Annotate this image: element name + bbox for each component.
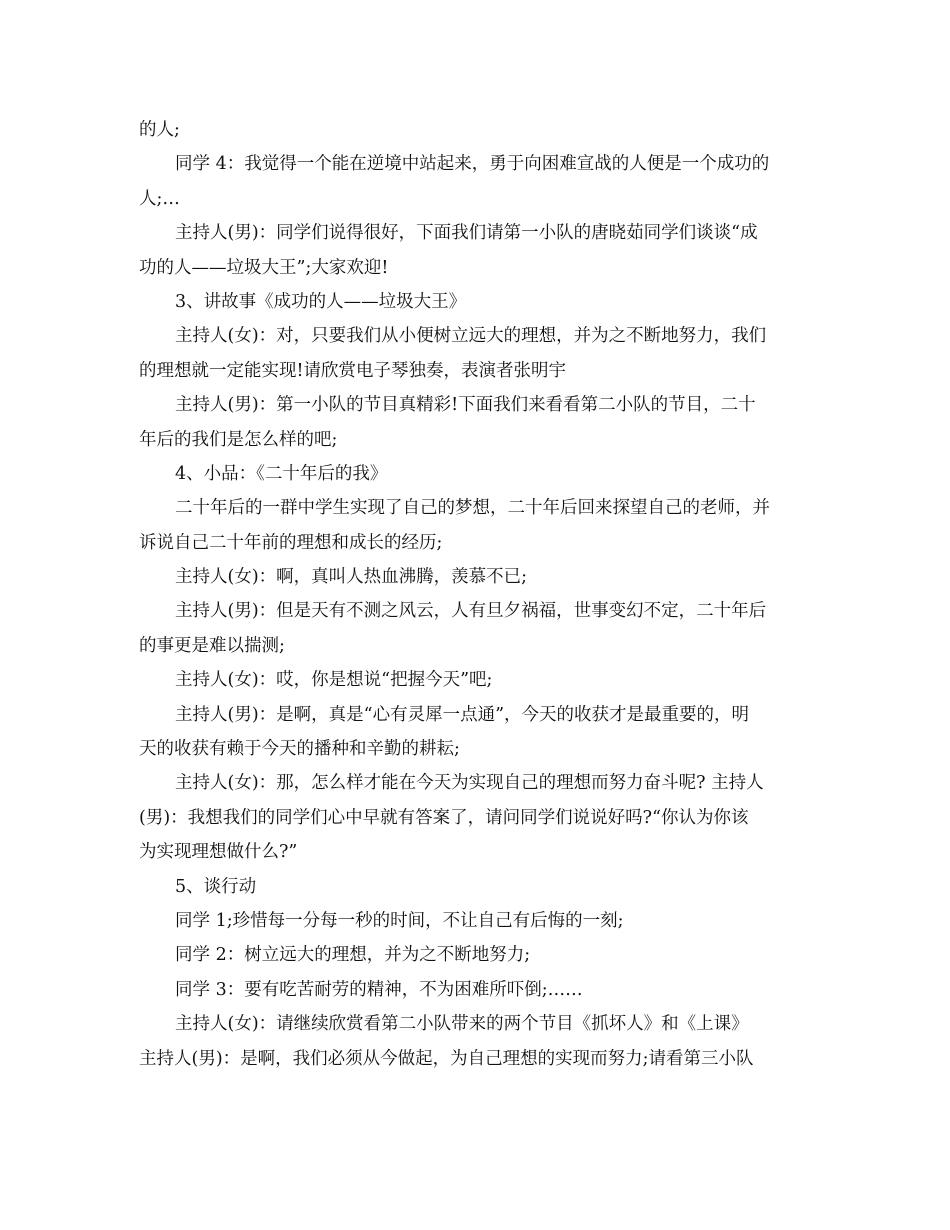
text-line-8: 的理想就一定能实现!请欣赏电子琴独奏，表演者张明宇: [139, 360, 567, 381]
text-line-15: 主持人(男)：但是天有不测之风云，人有旦夕祸福，世事变幻不定，二十年后: [175, 601, 767, 622]
text-line-3: 人;…: [139, 188, 180, 209]
section-heading-4: 4、小品：《二十年后的我》: [175, 463, 388, 484]
text-line-5: 功的人——垃圾大王”;大家欢迎!: [139, 257, 389, 278]
text-line-13: 诉说自己二十年前的理想和成长的经历;: [139, 532, 443, 553]
text-line-2: 同学 4：我觉得一个能在逆境中站起来，勇于向困难宣战的人便是一个成功的: [175, 154, 770, 175]
text-line-25: 同学 2：树立远大的理想，并为之不断地努力;: [175, 945, 531, 966]
text-line-22: 为实现理想做什么?”: [139, 842, 298, 863]
text-line-4: 主持人(男)：同学们说得很好，下面我们请第一小队的唐晓茹同学们谈谈“成: [175, 223, 758, 244]
text-line-24: 同学 1;珍惜每一分每一秒的时间，不让自己有后悔的一刻;: [175, 910, 624, 931]
text-line-7: 主持人(女)：对，只要我们从小便树立远大的理想，并为之不断地努力，我们: [175, 326, 767, 347]
text-line-19: 天的收获有赖于今天的播种和辛勤的耕耘;: [139, 739, 460, 760]
text-line-28: 主持人(男)：是啊，我们必须从今做起，为自己理想的实现而努力;请看第三小队: [139, 1048, 754, 1069]
text-line-26: 同学 3：要有吃苦耐劳的精神，不为困难所吓倒;……: [175, 979, 583, 1000]
text-line-14: 主持人(女)：啊，真叫人热血沸腾，羡慕不已;: [175, 567, 528, 588]
document-body: [139, 113, 813, 1076]
text-line-12: 二十年后的一群中学生实现了自己的梦想，二十年后回来探望自己的老师，并: [175, 498, 770, 519]
text-line-21: (男)：我想我们的同学们心中早就有答案了，请问同学们说说好吗?“你认为你该: [139, 807, 749, 828]
section-heading-5: 5、谈行动: [175, 876, 257, 897]
text-line-17: 主持人(女)：哎，你是想说“把握今天”吧;: [175, 670, 493, 691]
text-line-10: 年后的我们是怎么样的吧;: [139, 429, 338, 450]
text-line-27: 主持人(女)：请继续欣赏看第二小队带来的两个节目《抓坏人》和《上课》: [175, 1014, 749, 1035]
text-line-1: 的人;: [139, 120, 180, 140]
section-heading-3: 3、讲故事《成功的人——垃圾大王》: [175, 291, 467, 312]
text-line-16: 的事更是难以揣测;: [139, 635, 285, 656]
text-line-9: 主持人(男)：第一小队的节目真精彩!下面我们来看看第二小队的节目，二十: [175, 395, 756, 416]
text-line-18: 主持人(男)：是啊，真是“心有灵犀一点通”，今天的收获才是最重要的，明: [175, 704, 750, 725]
text-line-20: 主持人(女)：那，怎么样才能在今天为实现自己的理想而努力奋斗呢? 主持人: [175, 773, 764, 794]
